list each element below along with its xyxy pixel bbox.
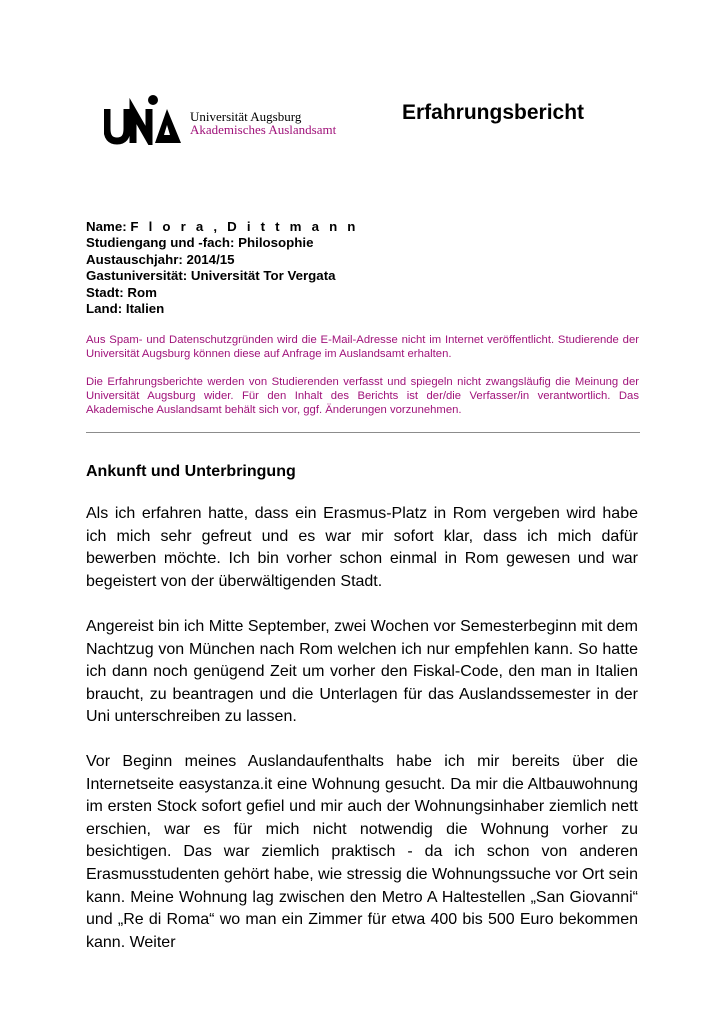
stadt-row: Stadt: Rom — [86, 284, 157, 300]
paragraph: Angereist bin ich Mitte September, zwei Wochen vor Semesterbeginn mit dem Nachtzug von München nach Rom welchen ich nur empfehlen kann. So hatte ich dann noch genügend Zeit um vorher den Fiskal-Code, den man in Italien braucht, zu beantragen und die Unterlagen für das Auslandssemester in der Uni unterschreiben zu lassen. — [86, 618, 638, 726]
disclaimer-notice: Die Erfahrungsberichte werden von Studierenden verfasst und spiegeln nicht zwangsläufig die Meinung der Universität Augsburg wider. Für den Inhalt des Berichts ist der/die Verfasser/in verantwortlich. Das Akademische Auslandsamt behält sich vor, ggf. Änderungen vorzunehmen. — [86, 376, 639, 416]
austauschjahr-row: Austauschjahr: 2014/15 — [86, 251, 235, 267]
privacy-notice: Aus Spam- und Datenschutzgründen wird die E-Mail-Adresse nicht im Internet veröffentlicht. Studierende der Universität Augsburg können diese auf Anfrage im Auslandsamt erhalten. — [86, 334, 639, 360]
land-row: Land: Italien — [86, 301, 165, 317]
studiengang-row: Studiengang und -fach: Philosophie — [86, 235, 314, 251]
paragraph: Als ich erfahren hatte, dass ein Erasmus-Platz in Rom vergeben wird habe ich mich sehr gefreut und es war mir sofort klar, dass ich mich dafür bewerben möchte. Ich bin vorher schon einmal in Rom gewesen und war begeistert von der überwältigenden Stadt. — [86, 505, 638, 590]
name-value: F l o r a , D i t t m a n n — [130, 219, 359, 234]
page-title: Erfahrungsbericht — [402, 101, 585, 124]
office-name: Akademisches Auslandsamt — [190, 122, 337, 137]
section-heading: Ankunft und Unterbringung — [86, 463, 296, 480]
paragraph: Vor Beginn meines Auslandaufenthalts habe ich mir bereits über die Internetseite easystanza.it eine Wohnung gesucht. Da mir die Altbauwohnung im ersten Stock sofort gefiel und mir auch der Wohnungsinhaber ziemlich nett erschien, war es für mich nicht notwendig die Wohnung vorher zu besichtigen. Das war ziemlich praktisch - da ich schon von anderen Erasmusstudenten gehört habe, wie stressig die Wohnungssuche vor Ort sein kann. Meine Wohnung lag zwischen den Metro A Haltestellen „San Giovanni“ und „Re di Roma“ wo man ein Zimmer für etwa 400 bis 500 Euro bekommen kann. Weiter — [86, 753, 638, 951]
name-row — [86, 219, 359, 235]
university-logo — [104, 95, 344, 145]
unia-logo-mark — [104, 95, 186, 145]
divider — [86, 432, 640, 433]
university-name: Universität Augsburg — [190, 109, 302, 124]
name-label: Name: — [86, 219, 127, 234]
gastuniversitaet-row: Gastuniversität: Universität Tor Vergata — [86, 268, 336, 284]
student-info — [86, 219, 359, 317]
